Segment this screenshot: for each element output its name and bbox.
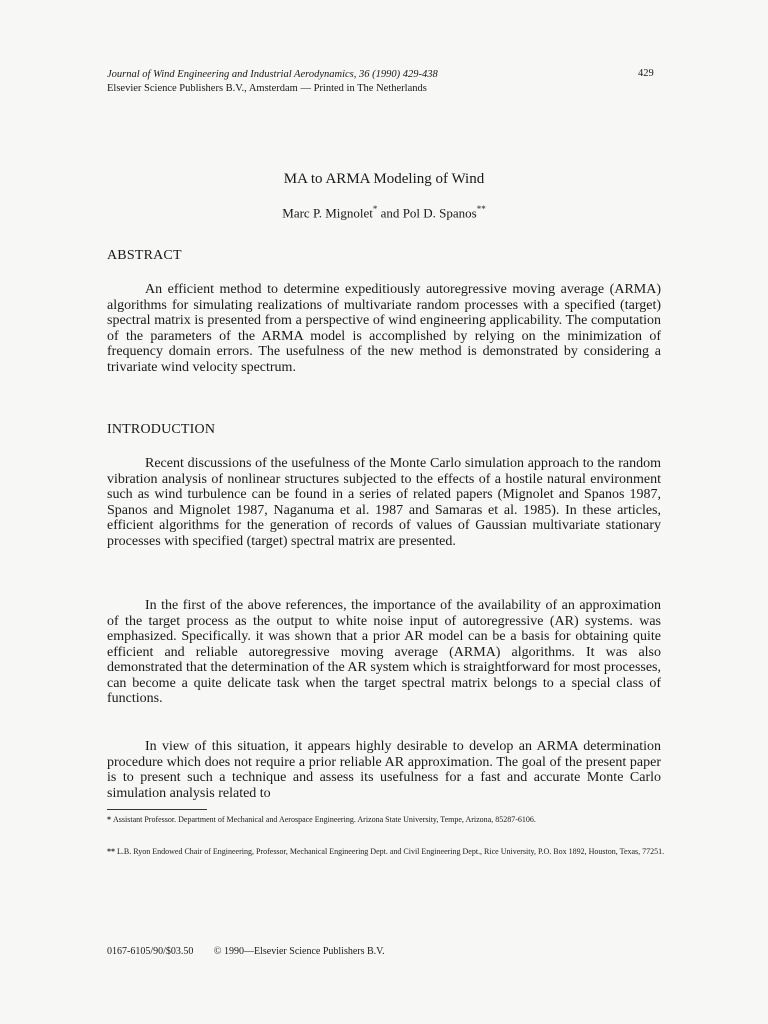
footnote [107,845,667,858]
paragraph-text: In the first of the above references, the importance of the availability of an approximation of the target process as the output to white noise input of autoregressive (AR) systems. was emphasized. Specifically. it was shown that a prior AR model can be a basis for obtaining quite efficient and reliable autoregressive moving average (ARMA) algorithms. It was also demonstrated that the determination of the AR system which is straightforward for most processes, can become a quite delicate task when the target spectral matrix belongs to a special class of functions. [107,598,661,706]
body-paragraph [107,598,661,707]
author-line [0,204,768,221]
body-paragraph [107,456,661,549]
footnote-mark: * [107,815,111,824]
footnote-mark: ** [476,204,486,214]
author-name: Marc P. Mignolet [282,205,373,221]
publisher-line: Elsevier Science Publishers B.V., Amsterdam — Printed in The Netherlands [107,83,427,94]
footnote-mark: ** [107,847,115,856]
abstract-paragraph [107,282,661,375]
abstract-heading: ABSTRACT [107,248,182,263]
introduction-heading: INTRODUCTION [107,422,216,437]
copyright-line: © 1990—Elsevier Science Publishers B.V. [213,946,385,957]
issn-code: 0167-6105/90/$03.50 [107,946,194,957]
paragraph-text: Recent discussions of the usefulness of the Monte Carlo simulation approach to the random vibration analysis of nonlinear structures subjected to the effects of a hostile natural environment such as wind turbulence can be found in a series of related papers (Mignolet and Spanos 1987, Spanos and Mignolet 1987, Naganuma et al. 1987 and Samaras et al. 1985). In these articles, efficient algorithms for the generation of records of values of Gaussian multivariate stationary processes with specified (target) spectral matrix are presented. [107,456,661,549]
page-number: 429 [638,68,654,79]
footnote-mark: * [372,204,378,214]
abstract-text: An efficient method to determine expeditiously autoregressive moving average (ARMA) algorithms for simulating realizations of multivariate random processes with a specified (target) spectral matrix is presented from a perspective of wind engineering applicability. The computation of the parameters of the ARMA model is accomplished by relying on the minimization of frequency domain errors. The usefulness of the new method is demonstrated by considering a trivariate wind velocity spectrum. [107,282,661,375]
footnote-text: Assistant Professor. Department of Mechanical and Aerospace Engineering. Arizona State University, Tempe, Arizona, 85287-6106. [113,815,536,824]
journal-citation: Journal of Wind Engineering and Industrial Aerodynamics, 36 (1990) 429-438 [107,69,438,80]
body-paragraph [107,739,661,801]
footnote-divider [107,809,207,810]
footnote [107,813,667,826]
footnote-text: L.B. Ryon Endowed Chair of Engineering, Professor, Mechanical Engineering Dept. and Civil Engineering Dept., Rice University, P.O. Box 1892, Houston, Texas, 77251. [117,847,665,856]
author-name: Pol D. Spanos [402,205,477,221]
paper-title: MA to ARMA Modeling of Wind [283,171,485,187]
page-footer [107,946,403,957]
paragraph-text: In view of this situation, it appears highly desirable to develop an ARMA determination procedure which does not require a prior reliable AR approximation. The goal of the present paper is to present such a technique and assess its usefulness for a fast and accurate Monte Carlo simulation analysis related to [107,739,661,801]
author-conjunction: and [377,205,403,221]
